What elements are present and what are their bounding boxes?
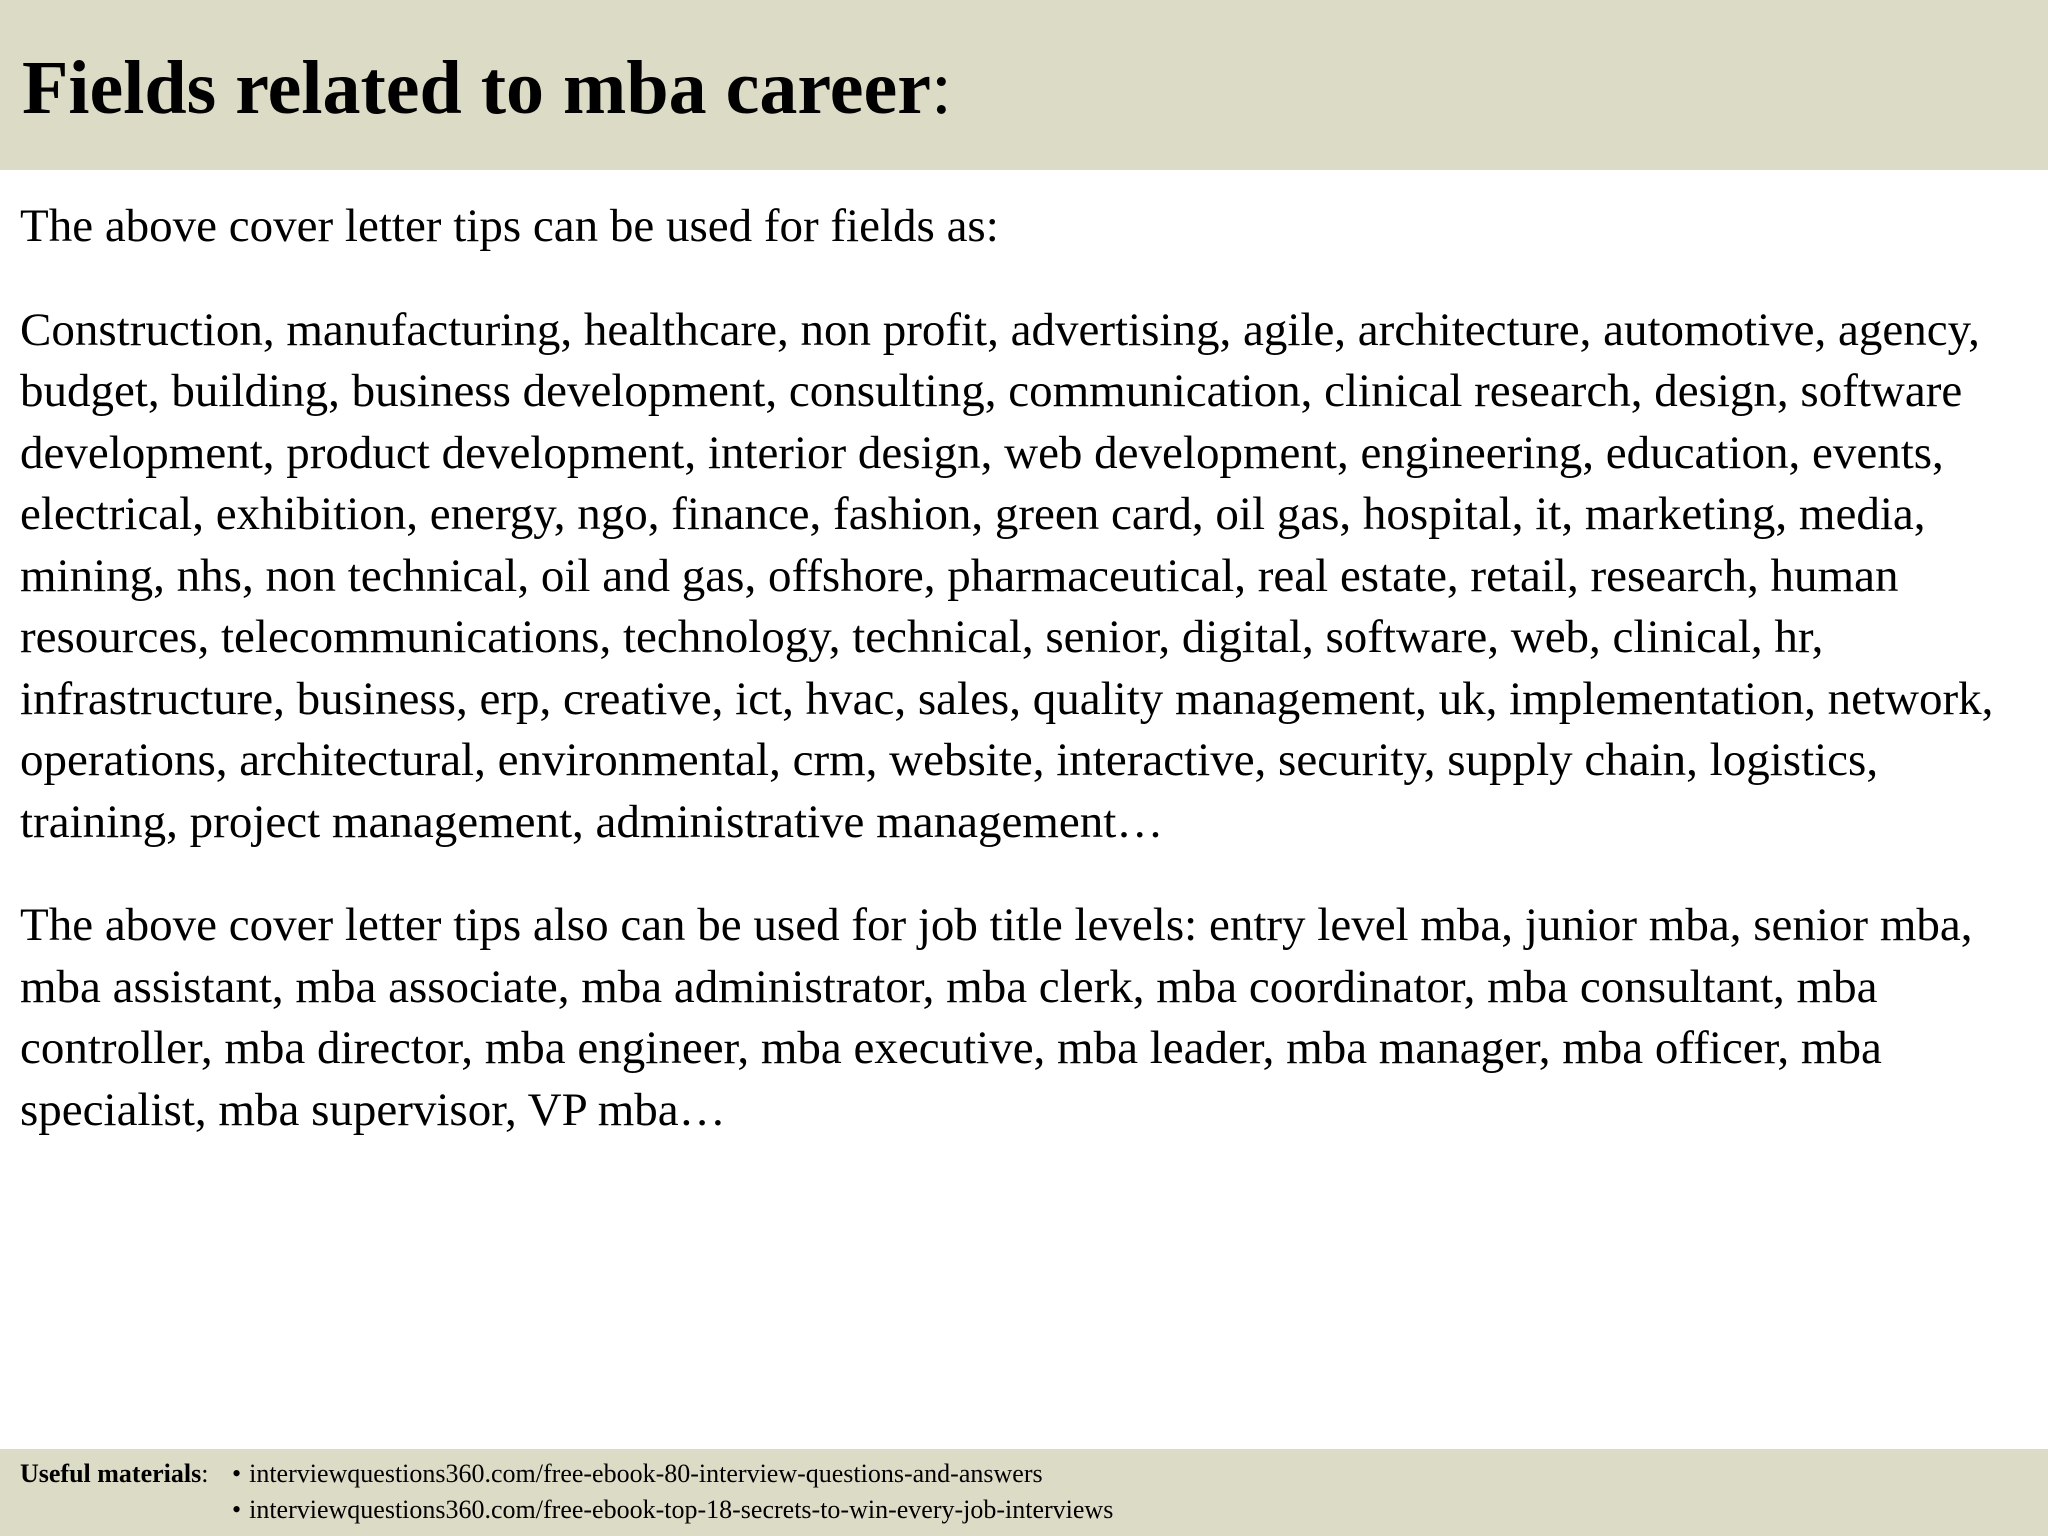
footer-link-2[interactable]: interviewquestions360.com/free-ebook-top-18-secrets-to-win-every-job-interviews: [249, 1495, 1114, 1524]
footer-link-item: [232, 1492, 1113, 1528]
footer-label-colon: :: [201, 1459, 209, 1488]
footer-link-1[interactable]: interviewquestions360.com/free-ebook-80-interview-questions-and-answers: [249, 1459, 1043, 1488]
bullet-icon: •: [232, 1459, 242, 1488]
slide-body: [20, 196, 2030, 1141]
bullet-icon: •: [232, 1495, 242, 1524]
slide-title-text: Fields related to mba career: [22, 46, 931, 130]
footer-link-item: [232, 1456, 1113, 1492]
slide-title-colon: :: [930, 46, 953, 130]
fields-paragraph: Construction, manufacturing, healthcare, non profit, advertising, agile, architecture, automotive, agency, budget, building, business development, consulting, communication, clinical research, design, software development, product development, interior design, web development, engineering, education, events, electrical, exhibition, energy, ngo, finance, fashion, green card, oil gas, hospital, it, marketing, media, mining, nhs, non technical, oil and gas, offshore, pharmaceutical, real estate, retail, research, human resources, telecommunications, technology, technical, senior, digital, software, web, clinical, hr, infrastructure, business, erp, creative, ict, hvac, sales, quality management, uk, implementation, network, operations, architectural, environmental, crm, website, interactive, security, supply chain, logistics, training, project management, administrative management…: [20, 303, 1994, 848]
slide-title: [22, 40, 952, 136]
intro-paragraph: The above cover letter tips can be used for fields as:: [20, 200, 999, 252]
footer-links: [232, 1456, 1113, 1528]
footer-label: [20, 1456, 208, 1492]
footer-label-text: Useful materials: [20, 1459, 202, 1488]
job-titles-paragraph: The above cover letter tips also can be used for job title levels: entry level mba, junior mba, senior mba, mba assistant, mba associate, mba administrator, mba clerk, mba coordinator, mba consultant, mba controller, mba director, mba engineer, mba executive, mba leader, mba manager, mba officer, mba specialist, mba supervisor, VP mba…: [20, 899, 1973, 1136]
